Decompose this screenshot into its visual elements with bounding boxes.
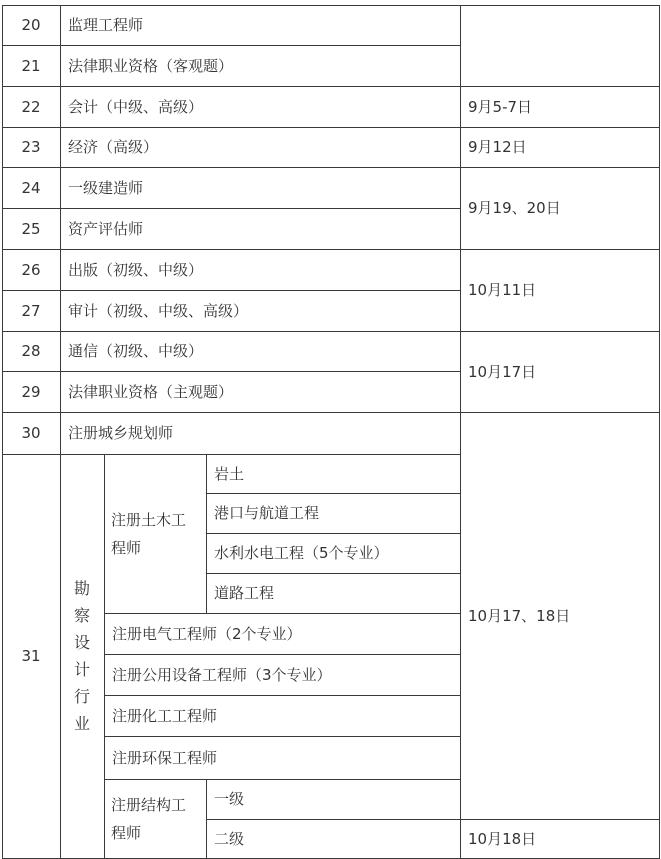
exam-date: 10月17日: [468, 362, 537, 381]
exam-date: 10月11日: [468, 281, 537, 299]
structural-level: 一级: [214, 790, 245, 808]
label-line: 注册结构工: [111, 795, 187, 814]
exam-name: 法律职业资格（客观题）: [68, 56, 234, 75]
exam-name: 经济（高级）: [68, 138, 159, 156]
row-number: 21: [21, 56, 41, 75]
label-line: 注册土木工: [111, 510, 187, 529]
exam-name: 一级建造师: [68, 178, 144, 197]
sub-specialty: 港口与航道工程: [214, 504, 320, 522]
exam-name: 监理工程师: [68, 16, 144, 34]
category-char: 行: [73, 687, 90, 706]
row-number: 27: [21, 301, 41, 320]
category-char: 计: [73, 660, 90, 679]
category-char: 业: [73, 714, 90, 733]
row-number: 24: [21, 178, 41, 197]
structural-engineer-label: [104, 779, 206, 858]
row-number: 20: [21, 16, 41, 34]
row-number: 30: [21, 424, 41, 442]
structural-level: 二级: [214, 829, 245, 848]
exam-date: 10月17、18日: [468, 606, 571, 625]
chemical-engineer: 注册化工工程师: [112, 706, 218, 725]
exam-name: 会计（中级、高级）: [68, 97, 204, 116]
category-label: [60, 454, 104, 858]
category-char: 察: [73, 606, 90, 625]
utility-engineer: 注册公用设备工程师（3个专业）: [112, 665, 332, 684]
row-number: 26: [21, 260, 41, 279]
exam-name: 审计（初级、中级、高级）: [68, 301, 249, 320]
exam-date: 9月19、20日: [468, 199, 561, 217]
row-number: 31: [21, 647, 41, 665]
sub-specialty: 水利水电工程（5个专业）: [214, 544, 389, 562]
environmental-engineer: 注册环保工程师: [112, 748, 218, 767]
row-number: 23: [21, 138, 41, 156]
exam-name: 出版（初级、中级）: [68, 260, 204, 279]
exam-date: 9月12日: [468, 138, 527, 156]
row-number: 22: [21, 97, 41, 116]
civil-engineer-label: [104, 454, 206, 613]
row-number: 28: [21, 342, 41, 360]
exam-date: 10月18日: [468, 829, 537, 848]
category-char: 勘: [73, 579, 90, 598]
label-line: 程师: [111, 538, 142, 557]
exam-name: 法律职业资格（主观题）: [68, 382, 234, 401]
sub-specialty: 道路工程: [214, 584, 275, 602]
row-number: 29: [21, 382, 41, 401]
category-char: 设: [73, 633, 90, 652]
exam-name: 通信（初级、中级）: [68, 342, 204, 360]
exam-date: 9月5-7日: [468, 97, 533, 116]
exam-name: 注册城乡规划师: [68, 424, 174, 442]
exam-name: 资产评估师: [68, 219, 144, 238]
row-number: 25: [21, 219, 41, 238]
electrical-engineer: 注册电气工程师（2个专业）: [112, 624, 302, 643]
label-line: 程师: [111, 823, 142, 842]
sub-specialty: 岩土: [214, 464, 245, 483]
